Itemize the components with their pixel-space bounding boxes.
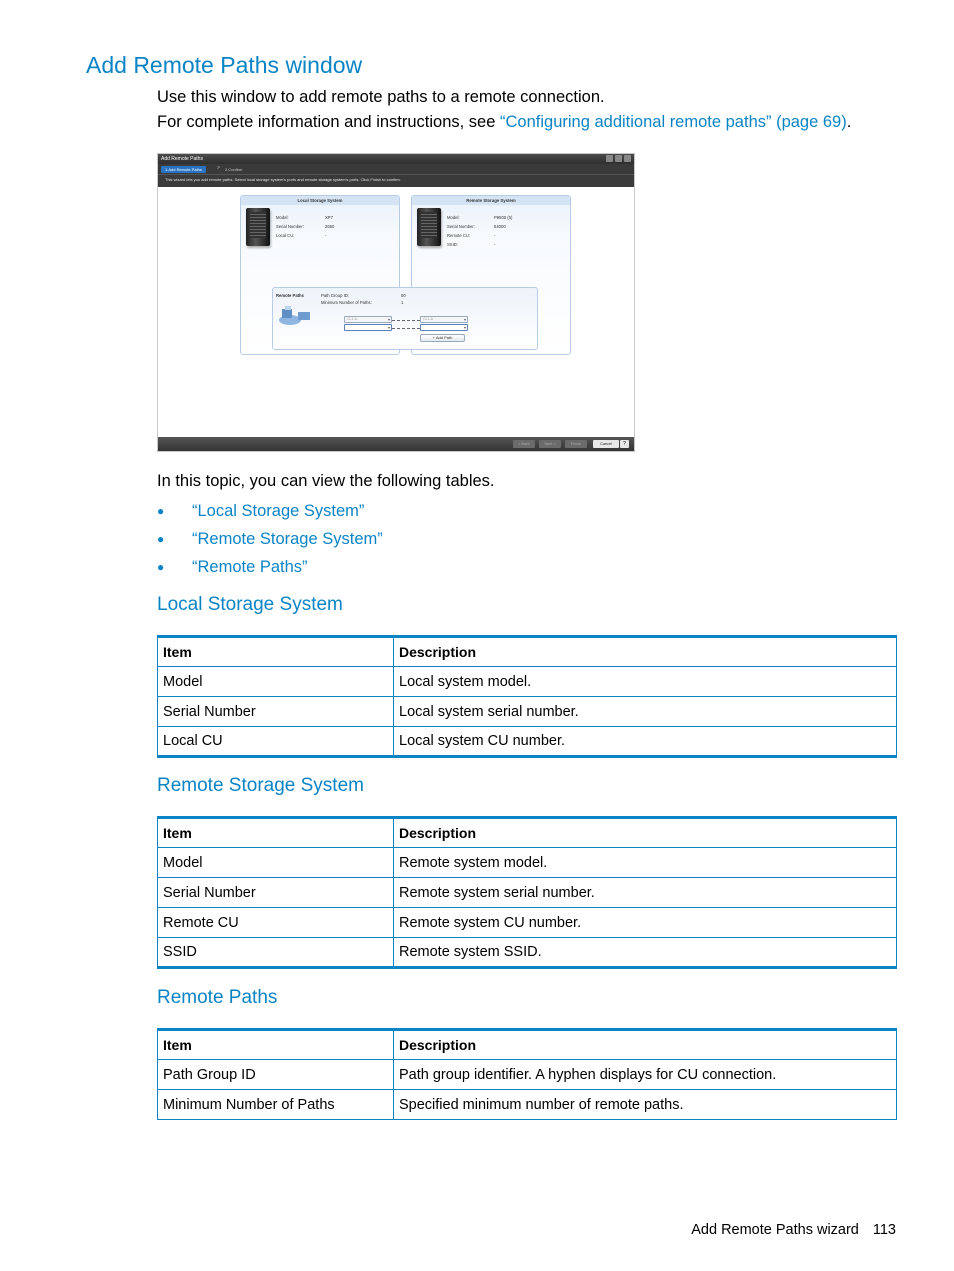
remote-paths-table (157, 1028, 897, 1120)
table-row (158, 938, 897, 968)
wizard-stepbar (158, 164, 634, 174)
remote-paths-panel (272, 287, 538, 350)
table-row (158, 697, 897, 727)
path-group-id-label: Path Group ID: (321, 293, 349, 298)
cell-description: Specified minimum number of remote paths. (394, 1090, 897, 1120)
local-serial-value: 2650 (325, 224, 335, 229)
link-remote-paths[interactable]: “Remote Paths” (192, 558, 308, 576)
table-row (158, 1090, 897, 1120)
cell-description: Local system CU number. (394, 727, 897, 757)
header-description: Description (394, 818, 897, 848)
remote-cu-label: Remote CU: (447, 233, 471, 238)
local-cu-label: Local CU: (276, 233, 295, 238)
header-item: Item (158, 637, 394, 667)
footer-title: Add Remote Paths wizard (691, 1222, 859, 1238)
header-description: Description (394, 637, 897, 667)
step-add-remote-paths: 1.Add Remote Paths (161, 166, 206, 173)
bullet-icon: ● (157, 560, 165, 574)
link-local-storage[interactable]: “Local Storage System” (192, 502, 365, 520)
local-storage-panel-title: Local Storage System (241, 196, 399, 205)
cell-description: Remote system SSID. (394, 938, 897, 968)
link-remote-storage[interactable]: “Remote Storage System” (192, 530, 383, 548)
page-footer (691, 1222, 896, 1238)
step-confirm: 2.Confirm (225, 167, 243, 172)
cell-item: Local CU (158, 727, 394, 757)
wizard-button-bar (158, 437, 634, 451)
next-button[interactable]: Next > (539, 440, 561, 448)
remote-ssid-value: - (494, 242, 496, 247)
local-model-label: Model: (276, 215, 289, 220)
section-title-remote-paths: Remote Paths (157, 987, 278, 1008)
section-title-remote-storage: Remote Storage System (157, 775, 364, 796)
remote-ssid-label: SSID: (447, 242, 458, 247)
configuring-paths-link[interactable]: “Configuring additional remote paths” (page 69) (500, 113, 847, 131)
remote-model-value: P9500 (5) (494, 215, 513, 220)
bullet-icon: ● (157, 504, 165, 518)
table-row (158, 1060, 897, 1090)
wizard-titlebar (158, 154, 634, 164)
cell-item: SSID (158, 938, 394, 968)
table-row (158, 878, 897, 908)
local-model-value: XP7 (325, 215, 333, 220)
table-header-row (158, 637, 897, 667)
remote-paths-title: Remote Paths (276, 293, 304, 298)
header-item: Item (158, 818, 394, 848)
local-port-select-2[interactable] (344, 324, 392, 331)
topic-intro: In this topic, you can view the following tables. (157, 472, 495, 490)
remote-server-icon (417, 208, 441, 246)
cancel-button[interactable]: Cancel (593, 440, 619, 448)
remote-serial-value: 64000 (494, 224, 506, 229)
back-button[interactable]: < Back (513, 440, 535, 448)
cell-item: Minimum Number of Paths (158, 1090, 394, 1120)
bullet-icon: ● (157, 532, 165, 546)
remote-serial-label: Serial Number: (447, 224, 475, 229)
pin-icon[interactable] (606, 155, 613, 162)
table-header-row (158, 1030, 897, 1060)
help-icon[interactable]: ? (620, 440, 629, 448)
cell-description: Local system model. (394, 667, 897, 697)
maximize-icon[interactable] (615, 155, 622, 162)
table-row (158, 667, 897, 697)
page-number: 113 (872, 1222, 896, 1238)
remote-model-label: Model: (447, 215, 460, 220)
local-cu-value: - (325, 233, 327, 238)
path-link-line-1 (392, 320, 420, 321)
cell-description: Remote system serial number. (394, 878, 897, 908)
cell-item: Remote CU (158, 908, 394, 938)
intro-line-1: Use this window to add remote paths to a remote connection. (157, 88, 605, 106)
intro-line-2-suffix: . (846, 113, 852, 131)
table-header-row (158, 818, 897, 848)
wizard-title: Add Remote Paths (161, 156, 203, 162)
local-server-icon (246, 208, 270, 246)
local-storage-table (157, 635, 897, 758)
window-controls (606, 155, 631, 162)
step-arrow-icon: > (217, 165, 220, 171)
path-group-id-value: 00 (401, 293, 406, 298)
page-title: Add Remote Paths window (86, 52, 363, 78)
cell-description: Remote system CU number. (394, 908, 897, 938)
table-row (158, 908, 897, 938)
remote-storage-panel-title: Remote Storage System (412, 196, 570, 205)
intro-line-2-prefix: For complete information and instructions, see (157, 113, 500, 131)
finish-button[interactable]: Finish (565, 440, 587, 448)
header-description: Description (394, 1030, 897, 1060)
path-link-line-2 (392, 328, 420, 329)
cell-description: Local system serial number. (394, 697, 897, 727)
table-row (158, 727, 897, 757)
remote-port-select-2[interactable] (420, 324, 468, 331)
cell-item: Model (158, 667, 394, 697)
remote-cu-value: - (494, 233, 496, 238)
cell-item: Serial Number (158, 878, 394, 908)
cell-item: Serial Number (158, 697, 394, 727)
cell-description: Path group identifier. A hyphen displays for CU connection. (394, 1060, 897, 1090)
intro-line-2 (157, 113, 851, 132)
wizard-instruction: This wizard lets you add remote paths. Select local storage system's ports and remote storage system's ports. Click Finish to confirm. (158, 174, 634, 187)
local-serial-label: Serial Number: (276, 224, 304, 229)
min-paths-label: Minimum Number of Paths: (321, 300, 372, 305)
wizard-screenshot (157, 153, 635, 452)
remote-port-select-1[interactable]: CL1-A ▾ (420, 316, 468, 323)
header-item: Item (158, 1030, 394, 1060)
close-icon[interactable] (624, 155, 631, 162)
local-port-select-1[interactable]: CL1-A ▾ (344, 316, 392, 323)
min-paths-value: 1 (401, 300, 404, 305)
section-title-local-storage: Local Storage System (157, 594, 343, 615)
network-paths-icon (276, 305, 316, 327)
table-row (158, 848, 897, 878)
cell-description: Remote system model. (394, 848, 897, 878)
remote-storage-table (157, 816, 897, 969)
add-path-button[interactable]: + Add Path (420, 334, 465, 342)
cell-item: Path Group ID (158, 1060, 394, 1090)
cell-item: Model (158, 848, 394, 878)
